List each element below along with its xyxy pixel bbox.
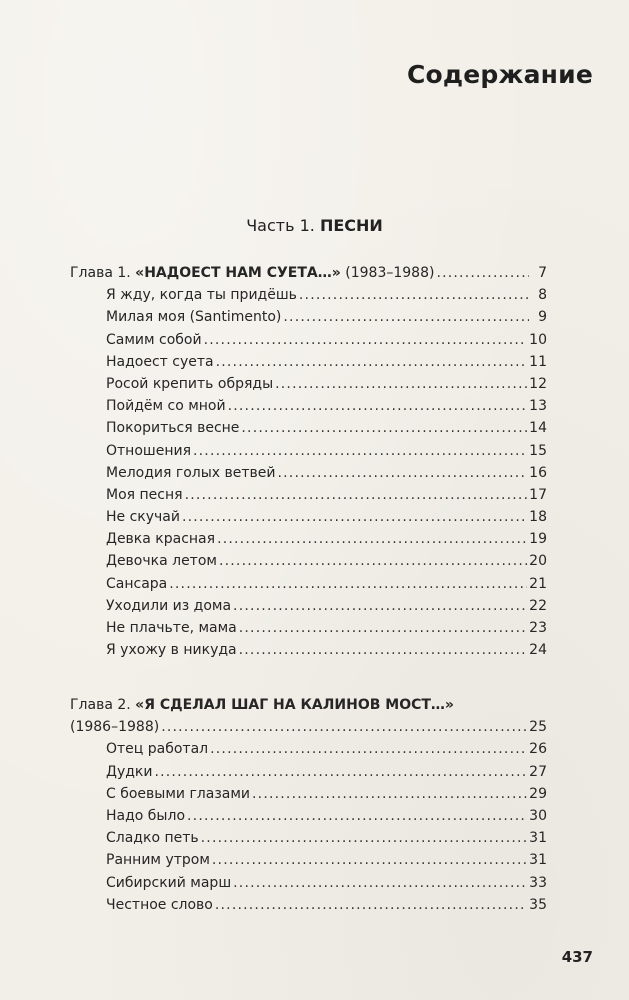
toc-entry-page: 29 <box>529 785 547 802</box>
toc-entry[interactable] <box>70 395 547 417</box>
dot-leader <box>169 573 527 595</box>
toc-entry[interactable] <box>70 849 547 871</box>
toc-entry[interactable] <box>70 617 547 639</box>
toc-entry[interactable] <box>70 284 547 306</box>
page-number: 437 <box>561 948 593 966</box>
part-name: ПЕСНИ <box>319 216 383 235</box>
toc-entry-title: С боевыми глазами <box>106 785 251 802</box>
toc-entry[interactable] <box>70 462 547 484</box>
toc-entry-title: Отношения <box>106 442 191 459</box>
toc-entry-page: 31 <box>529 830 547 847</box>
dot-leader <box>233 595 527 617</box>
chapter-1-section <box>70 262 547 661</box>
toc-entry-title: Я жду, когда ты придёшь <box>106 287 297 304</box>
dot-leader <box>228 395 528 417</box>
part-heading <box>0 216 629 235</box>
toc-entry-page: 23 <box>529 620 547 636</box>
dot-leader <box>212 849 527 871</box>
chapter-2-prefix: Глава 2. <box>70 697 131 713</box>
toc-entry[interactable] <box>70 805 547 827</box>
dot-leader <box>182 506 527 528</box>
toc-entry-title: Росой крепить обряды <box>106 375 274 392</box>
toc-entry-title: Честное слово <box>106 896 213 913</box>
chapter-1-page: 7 <box>538 265 547 281</box>
dot-leader <box>204 329 528 351</box>
toc-entry[interactable] <box>70 373 547 395</box>
dot-leader <box>239 639 528 661</box>
toc-entry-title: Самим собой <box>106 331 202 348</box>
dot-leader <box>210 738 527 760</box>
toc-entry[interactable] <box>70 329 547 351</box>
toc-entry-title: Мелодия голых ветвей <box>106 464 276 481</box>
toc-entry-title: Сибирский марш <box>106 874 232 891</box>
toc-entry[interactable] <box>70 506 547 528</box>
toc-entry-page: 27 <box>529 763 547 780</box>
toc-entry[interactable] <box>70 484 547 506</box>
toc-entry[interactable] <box>70 528 547 550</box>
toc-entry[interactable] <box>70 783 547 805</box>
toc-entry[interactable] <box>70 550 547 572</box>
dot-leader <box>187 805 527 827</box>
chapter-1-title: «НАДОЕСТ НАМ СУЕТА…» <box>135 265 341 281</box>
toc-entry-title: Девка красная <box>106 531 216 548</box>
dot-leader <box>201 827 528 849</box>
chapter-1-heading[interactable] <box>70 262 547 284</box>
dot-leader <box>217 528 527 550</box>
toc-entry[interactable] <box>70 761 547 783</box>
part-prefix: Часть 1. <box>246 216 315 235</box>
toc-entry-title: Не скучай <box>106 509 180 526</box>
toc-entry[interactable] <box>70 440 547 462</box>
toc-entry-title: Милая моя (Santimento) <box>106 309 282 326</box>
toc-entry-title: Я ухожу в никуда <box>106 642 237 659</box>
chapter-1-years: (1983–1988) <box>345 265 435 281</box>
toc-entry-page: 8 <box>538 287 547 304</box>
toc-entry-title: Не плачьте, мама <box>106 620 237 636</box>
toc-entry[interactable] <box>70 894 547 916</box>
dot-leader <box>436 262 529 284</box>
toc-entry-title: Отец работал <box>106 741 209 758</box>
toc-entry-page: 18 <box>529 509 547 526</box>
toc-entry-title: Надоест суета <box>106 353 214 370</box>
chapter-2-years-row[interactable] <box>70 716 547 738</box>
page-title: Содержание <box>406 60 593 89</box>
toc-entry-page: 19 <box>529 531 547 548</box>
toc-entry-page: 12 <box>529 375 547 392</box>
toc-entry[interactable] <box>70 417 547 439</box>
dot-leader <box>241 417 527 439</box>
toc-entry-page: 13 <box>529 398 547 415</box>
toc-entry-title: Ранним утром <box>106 852 210 869</box>
dot-leader <box>219 550 527 572</box>
dot-leader <box>252 783 527 805</box>
dot-leader <box>215 894 527 916</box>
toc-entry-page: 31 <box>529 852 547 869</box>
toc-entry-page: 20 <box>529 553 547 570</box>
toc-entry-title: Моя песня <box>106 486 183 503</box>
toc-entry-page: 16 <box>529 464 547 481</box>
dot-leader <box>193 440 527 462</box>
dot-leader <box>185 484 528 506</box>
dot-leader <box>161 716 527 738</box>
toc-entry-page: 26 <box>529 741 547 758</box>
toc-entry[interactable] <box>70 872 547 894</box>
toc-entry-page: 14 <box>529 420 547 437</box>
toc-entry[interactable] <box>70 306 547 328</box>
toc-entry-page: 21 <box>529 575 547 592</box>
toc-entry-page: 11 <box>529 353 547 370</box>
chapter-2-heading[interactable] <box>70 694 547 716</box>
chapter-2-page: 25 <box>529 719 547 736</box>
dot-leader <box>283 306 529 328</box>
toc-entry-page: 9 <box>538 309 547 326</box>
toc-entry[interactable] <box>70 573 547 595</box>
toc-entry-title: Девочка летом <box>106 553 217 570</box>
toc-entry-page: 10 <box>529 331 547 348</box>
toc-entry-title: Пойдём со мной <box>106 398 226 415</box>
dot-leader <box>275 373 527 395</box>
toc-entry-page: 33 <box>529 874 547 891</box>
chapter-2-title: «Я СДЕЛАЛ ШАГ НА КАЛИНОВ МОСТ…» <box>135 697 454 713</box>
chapter-2-section <box>70 694 547 916</box>
toc-entry-page: 17 <box>529 486 547 503</box>
toc-entry-page: 15 <box>529 442 547 459</box>
toc-entry-title: Дудки <box>106 763 153 780</box>
toc-entry[interactable] <box>70 351 547 373</box>
chapter-1-prefix: Глава 1. <box>70 265 131 281</box>
toc-entry-title: Покориться весне <box>106 420 240 437</box>
toc-entry-title: Надо было <box>106 807 186 824</box>
toc-entry-title: Уходили из дома <box>106 597 232 614</box>
dot-leader <box>233 872 527 894</box>
chapter-2-years: (1986–1988) <box>70 719 160 736</box>
toc-entry[interactable] <box>70 827 547 849</box>
toc-entry-title: Сансара <box>106 575 168 592</box>
dot-leader <box>299 284 529 306</box>
toc-entry[interactable] <box>70 738 547 760</box>
toc-entry-page: 30 <box>529 807 547 824</box>
toc-entry-page: 35 <box>529 896 547 913</box>
toc-entry-page: 22 <box>529 597 547 614</box>
dot-leader <box>239 617 527 639</box>
toc-entry-title: Сладко петь <box>106 830 199 847</box>
dot-leader <box>154 761 527 783</box>
toc-entry-page: 24 <box>529 642 547 659</box>
toc-entry[interactable] <box>70 595 547 617</box>
dot-leader <box>216 351 528 373</box>
dot-leader <box>278 462 528 484</box>
toc-entry[interactable] <box>70 639 547 661</box>
